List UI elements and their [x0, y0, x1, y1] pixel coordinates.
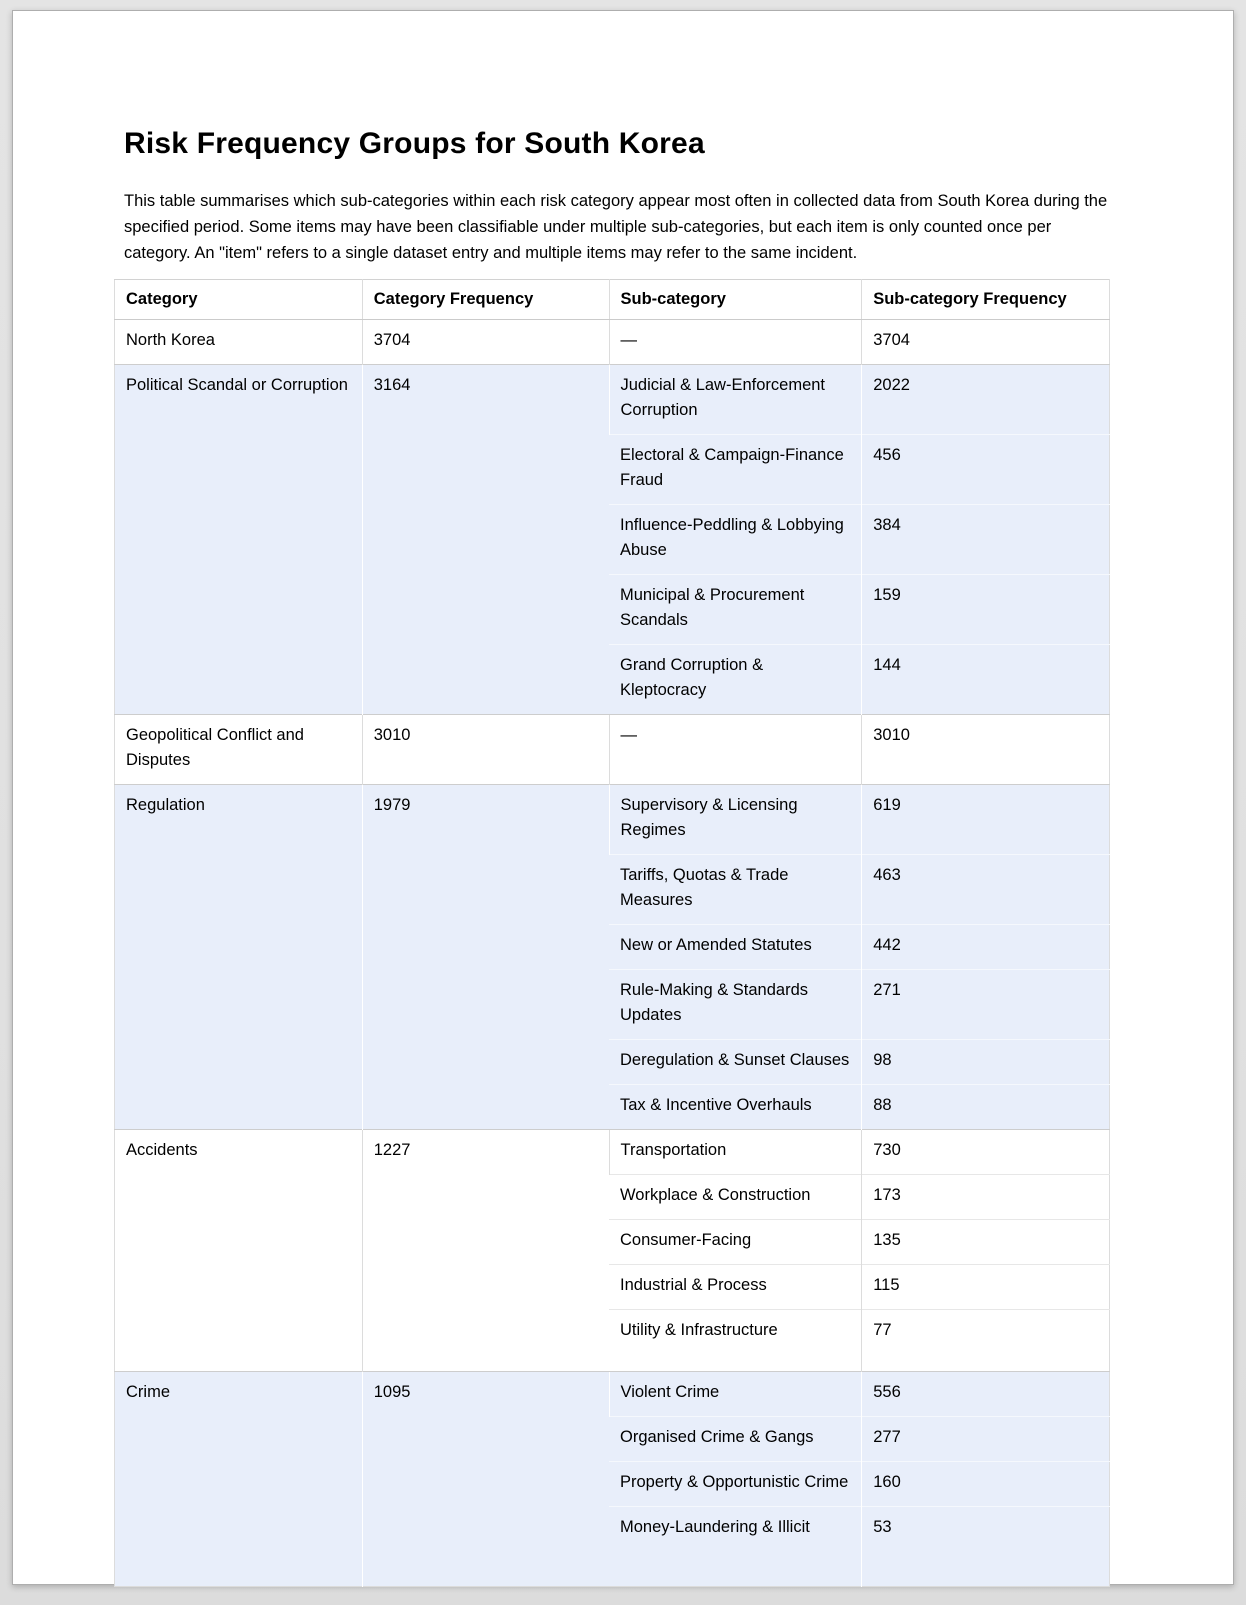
sub-category-frequency-cell: 53	[862, 1506, 1110, 1586]
sub-category-cell: Tariffs, Quotas & Trade Measures	[609, 854, 862, 924]
table-row	[115, 714, 1110, 784]
sub-category-frequency-cell: 98	[862, 1039, 1110, 1084]
sub-category-cell: Grand Corruption & Kleptocracy	[609, 644, 862, 714]
table-row	[115, 364, 1110, 434]
sub-category-frequency-cell: 730	[862, 1129, 1110, 1174]
category-cell: North Korea	[115, 319, 363, 364]
page-content	[13, 11, 1233, 1587]
sub-category-cell: Violent Crime	[609, 1371, 862, 1416]
header-category: Category	[115, 279, 363, 319]
sub-category-frequency-cell: 463	[862, 854, 1110, 924]
category-cell: Political Scandal or Corruption	[115, 364, 363, 714]
category-cell: Geopolitical Conflict and Disputes	[115, 714, 363, 784]
table-row	[115, 1371, 1110, 1416]
header-sub-category-frequency: Sub-category Frequency	[862, 279, 1110, 319]
risk-frequency-table	[114, 279, 1110, 1587]
category-group	[115, 1371, 1110, 1586]
sub-category-frequency-cell: 619	[862, 784, 1110, 854]
table-row	[115, 319, 1110, 364]
category-frequency-cell: 1095	[362, 1371, 609, 1586]
sub-category-frequency-cell: 173	[862, 1174, 1110, 1219]
sub-category-cell: Judicial & Law-Enforcement Corruption	[609, 364, 862, 434]
sub-category-cell: Electoral & Campaign-Finance Fraud	[609, 434, 862, 504]
sub-category-cell: Transportation	[609, 1129, 862, 1174]
category-frequency-cell: 1227	[362, 1129, 609, 1371]
sub-category-frequency-cell: 3704	[862, 319, 1110, 364]
sub-category-frequency-cell: 384	[862, 504, 1110, 574]
category-cell: Crime	[115, 1371, 363, 1586]
category-group	[115, 364, 1110, 714]
table-header	[115, 279, 1110, 319]
table-row	[115, 1129, 1110, 1174]
sub-category-cell: Consumer-Facing	[609, 1219, 862, 1264]
table-header-row	[115, 279, 1110, 319]
sub-category-frequency-cell: 442	[862, 924, 1110, 969]
sub-category-frequency-cell: 277	[862, 1416, 1110, 1461]
sub-category-frequency-cell: 144	[862, 644, 1110, 714]
sub-category-frequency-cell: 2022	[862, 364, 1110, 434]
category-frequency-cell: 3010	[362, 714, 609, 784]
sub-category-cell: Money-Laundering & Illicit	[609, 1506, 862, 1586]
sub-category-cell: —	[609, 319, 862, 364]
intro-paragraph: This table summarises which sub-categories within each risk category appear most often in collected data from South Korea during the specified period. Some items may have been classifiable under multiple sub-categories, but each item is only counted once per category. An "item" refers to a single dataset entry and multiple items may refer to the same incident.	[124, 191, 1108, 262]
sub-category-frequency-cell: 271	[862, 969, 1110, 1039]
sub-category-cell: Deregulation & Sunset Clauses	[609, 1039, 862, 1084]
sub-category-cell: Municipal & Procurement Scandals	[609, 574, 862, 644]
sub-category-cell: Influence-Peddling & Lobbying Abuse	[609, 504, 862, 574]
category-frequency-cell: 3704	[362, 319, 609, 364]
sub-category-frequency-cell: 77	[862, 1309, 1110, 1371]
category-frequency-cell: 1979	[362, 784, 609, 1129]
sub-category-cell: Utility & Infrastructure	[609, 1309, 862, 1371]
category-group	[115, 1129, 1110, 1371]
page-title: Risk Frequency Groups for South Korea	[124, 127, 705, 160]
sub-category-frequency-cell: 115	[862, 1264, 1110, 1309]
category-frequency-cell: 3164	[362, 364, 609, 714]
category-cell: Regulation	[115, 784, 363, 1129]
sub-category-frequency-cell: 159	[862, 574, 1110, 644]
sub-category-cell: Supervisory & Licensing Regimes	[609, 784, 862, 854]
sub-category-cell: Industrial & Process	[609, 1264, 862, 1309]
category-group	[115, 714, 1110, 784]
sub-category-cell: Tax & Incentive Overhauls	[609, 1084, 862, 1129]
sub-category-frequency-cell: 88	[862, 1084, 1110, 1129]
document-page	[12, 10, 1234, 1585]
sub-category-frequency-cell: 3010	[862, 714, 1110, 784]
category-group	[115, 784, 1110, 1129]
sub-category-cell: Property & Opportunistic Crime	[609, 1461, 862, 1506]
header-sub-category: Sub-category	[609, 279, 862, 319]
table-row	[115, 784, 1110, 854]
sub-category-frequency-cell: 456	[862, 434, 1110, 504]
sub-category-cell: Organised Crime & Gangs	[609, 1416, 862, 1461]
sub-category-frequency-cell: 556	[862, 1371, 1110, 1416]
sub-category-frequency-cell: 135	[862, 1219, 1110, 1264]
header-category-frequency: Category Frequency	[362, 279, 609, 319]
sub-category-frequency-cell: 160	[862, 1461, 1110, 1506]
sub-category-cell: Workplace & Construction	[609, 1174, 862, 1219]
category-cell: Accidents	[115, 1129, 363, 1371]
category-group	[115, 319, 1110, 364]
sub-category-cell: —	[609, 714, 862, 784]
sub-category-cell: Rule-Making & Standards Updates	[609, 969, 862, 1039]
sub-category-cell: New or Amended Statutes	[609, 924, 862, 969]
